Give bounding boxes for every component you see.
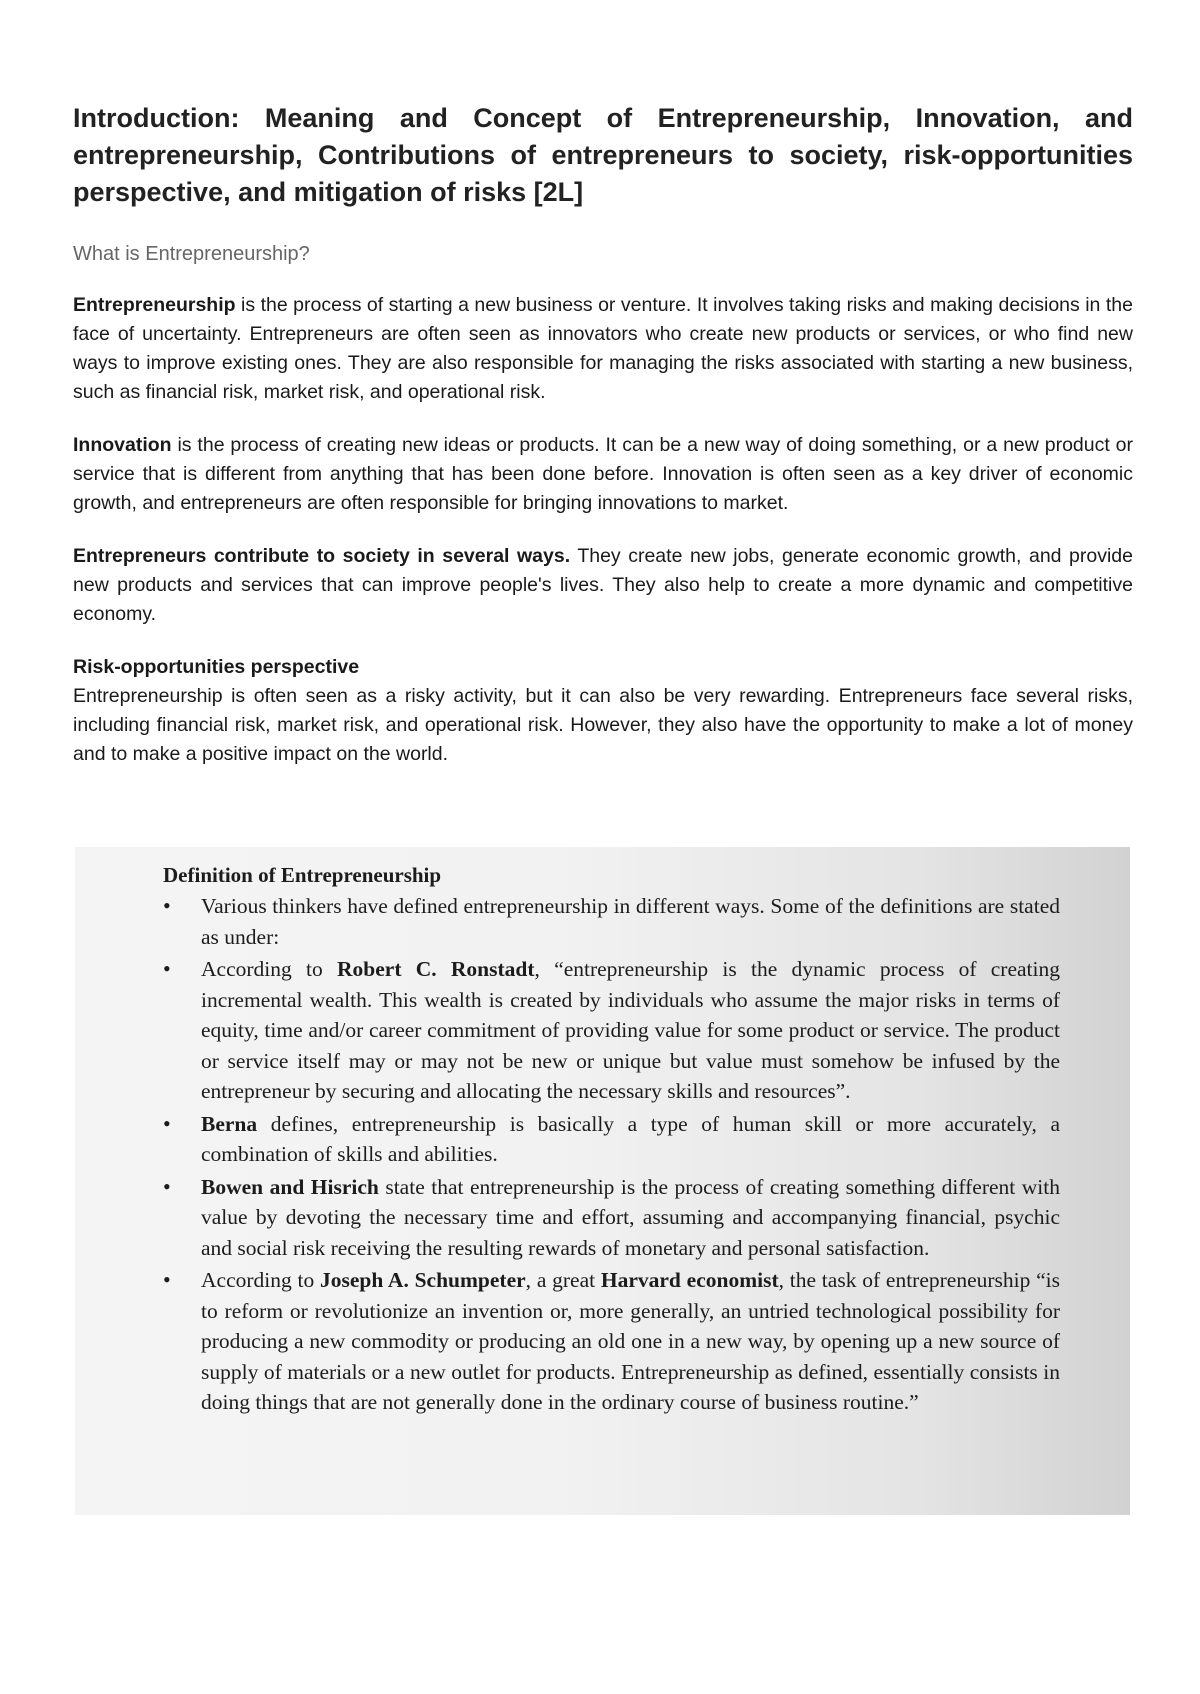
scanned-definition-image — [75, 847, 1130, 1515]
bullet-icon: • — [163, 893, 171, 918]
author-name: Joseph A. Schumpeter — [320, 1268, 526, 1292]
item-text: , the task of entrepreneurship “is to reform or revolutionize an invention or, more generally, an untried technological possibility for producing a new commodity or producing an old one in a new way, by opening up a new source of supply of materials or a new outlet for products. Entrepreneurship as defined, essentially consists in doing things that are not generally done in the ordinary course of business routine.” — [201, 1268, 1061, 1414]
paragraph-contribution — [73, 542, 1133, 629]
term-entrepreneurship: Entrepreneurship — [73, 294, 236, 316]
item-text: defines, entrepreneurship is basically a type of human skill or more accurately, a combination of skills and abilities. — [201, 1111, 1060, 1166]
paragraph-text: is the process of creating new ideas or products. It can be a new way of doing something, or a new product or service that is different from anything that has been done before. Innovation is often seen as a key driver of economic growth, and entrepreneurs are often responsible for bringing innovations to market. — [73, 434, 1133, 514]
document-body — [73, 100, 1133, 769]
list-item — [163, 1172, 1060, 1264]
risk-section-heading: Risk-opportunities perspective — [73, 656, 360, 678]
list-item — [163, 1109, 1060, 1170]
bullet-icon: • — [163, 1173, 171, 1199]
bullet-icon: • — [163, 1110, 171, 1136]
item-text: state that entrepreneurship is the process of creating something different with value by devoting the necessary time and effort, assuming and accompanying financial, psychic and social risk receiving the resulting rewards of monetary and personal satisfaction. — [201, 1174, 1060, 1260]
document-title: Introduction: Meaning and Concept of Entrepreneurship, Innovation, and entrepreneurship, Contributions of entrepreneurs to society, risk-opportunities perspective, and mitigation of risks [2L] — [73, 103, 1133, 207]
term-contribution: Entrepreneurs contribute to society in several ways. — [73, 545, 571, 567]
paragraph-text: They create new jobs, generate economic growth, and provide new products and services that can improve people's lives. They also help to create a more dynamic and competitive economy. — [73, 545, 1134, 625]
list-item — [163, 954, 1060, 1107]
list-item — [163, 1265, 1060, 1418]
paragraph-innovation — [73, 431, 1133, 518]
section-subtitle: What is Entrepreneurship? — [73, 243, 310, 265]
author-name: Bowen and Hisrich — [201, 1174, 379, 1199]
bullet-icon: • — [163, 1267, 171, 1292]
author-name: Robert C. Ronstadt — [337, 957, 535, 981]
list-item — [163, 891, 1060, 952]
institution-name: Harvard economist — [600, 1268, 779, 1292]
item-text: According to — [201, 1268, 321, 1292]
paragraph-text: is the process of starting a new business or venture. It involves taking risks and making decisions in the face of uncertainty. Entrepreneurs are often seen as innovators who create new products or services, or who find new ways to improve existing ones. They are also responsible for managing the risks associated with starting a new business, such as financial risk, market risk, and operational risk. — [73, 294, 1133, 403]
author-name: Berna — [201, 1111, 258, 1136]
term-innovation: Innovation — [73, 434, 172, 456]
item-text: According to — [201, 957, 337, 981]
scan-heading: Definition of Entrepreneurship — [163, 863, 442, 887]
item-text: Various thinkers have defined entrepreneurship in different ways. Some of the definitions are stated as under: — [201, 894, 1060, 949]
bullet-icon: • — [163, 956, 171, 981]
definition-list — [163, 891, 1060, 1418]
paragraph-entrepreneurship — [73, 291, 1133, 407]
item-text: , a great — [525, 1268, 601, 1292]
risk-section-text: Entrepreneurship is often seen as a risky activity, but it can also be very rewarding. Entrepreneurs face several risks, including financial risk, market risk, and operational risk. However, they also have the opportunity to make a lot of money and to make a positive impact on the world. — [73, 685, 1133, 765]
item-text: , “entrepreneurship is the dynamic process of creating incremental wealth. This wealth is created by individuals who assume the major risks in terms of equity, time and/or career commitment of providing value for some product or service. The product or service itself may or may not be new or unique but value must somehow be infused by the entrepreneur by securing and allocating the necessary skills and resources”. — [201, 957, 1060, 1103]
